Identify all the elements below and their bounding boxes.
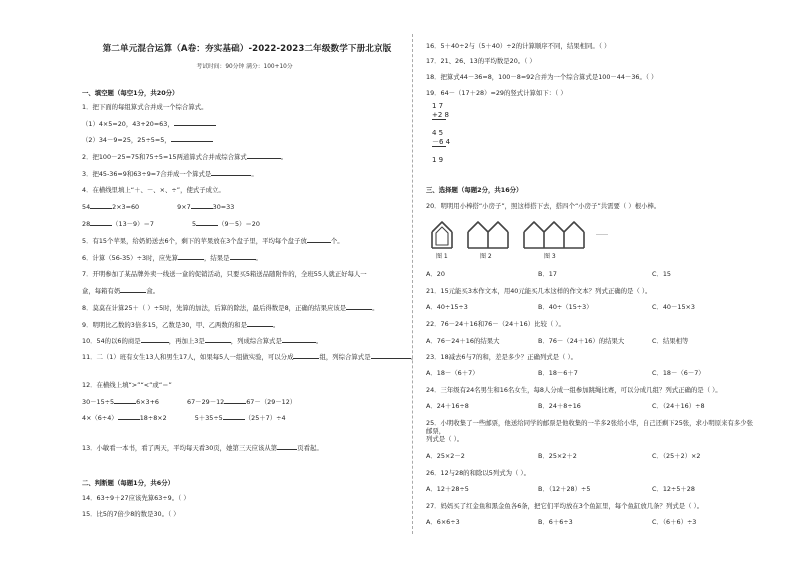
q27: 27．妈妈买了红金鱼和黑金鱼各6条，把它们平均放在3个鱼缸里，每个鱼缸放几条？列式是（ ）。 xyxy=(426,502,704,510)
q22-option-c: C．结果相等 xyxy=(652,337,689,345)
page-title: 第二单元混合运算（A卷：夯实基础）-2022-2023二年级数学下册北京版 xyxy=(102,44,392,54)
q22-option-b: B．76－（24＋16）的结果大 xyxy=(538,337,625,345)
q22: 22．76－24＋16和76－（24＋16）比较（ ）。 xyxy=(426,320,565,328)
q25-cont: 列式是（ ）。 xyxy=(426,435,464,443)
q5: 5．有15个苹果，给奶奶送去6个，剩下的苹果放在3个盘子里，平均每个盘子放 个。 xyxy=(82,237,344,245)
q6: 6．计算（56-35）÷3时，应先算 ，结果是 。 xyxy=(82,254,262,262)
house-fig1 xyxy=(432,222,452,248)
q4-row2: 28 （13－9）＝7 5 （9－5）＝20 xyxy=(82,220,260,228)
q11: 11．二（1）班有女生13人和男生17人，如果每5人一组做实验，可以分成 组，列综合算式是 。 xyxy=(82,353,417,361)
q26-option-b: B．（12＋28）÷5 xyxy=(538,485,591,493)
q12-row2: 4×（6÷4） 18÷8×2 5＋35÷5 （25＋7）÷4 xyxy=(82,414,286,422)
q21-option-b: B．40÷（15÷3） xyxy=(538,303,593,311)
q1-text: 1．把下面的每组算式合并成一个综合算式。 xyxy=(82,103,208,111)
column-divider xyxy=(412,34,413,534)
vert-rule-2 xyxy=(432,146,446,156)
stick-houses-figure xyxy=(428,218,628,268)
q8: 8．莫莫在计算25＋（ ）÷5时，先算的加法，后算的除法，最后得数是8，正确的结果应该是 。 xyxy=(82,304,379,312)
q26-option-c: C．12÷5＋28 xyxy=(652,485,695,493)
q9: 9．明明比乙数的3倍多15，乙数是30，甲、乙两数的和是 。 xyxy=(82,321,280,329)
q21: 21．15元能买3本作文本，用40元能买几本这样的作文本？列式正确的是（ ）。 xyxy=(426,287,652,295)
vert-line-4: －6 4 xyxy=(432,138,451,146)
houses-svg xyxy=(428,218,628,264)
q12: 12．在横线上填“>”“<”或“＝” xyxy=(82,381,172,389)
fig-label-1: 图 1 xyxy=(436,253,448,260)
section-fill-heading: 一、填空题（每空1分，共20分） xyxy=(82,89,179,97)
q23-option-b: B．18－6＋7 xyxy=(538,369,578,377)
q4: 4．在横线里填上“＋、－、×、÷”，使式子成立。 xyxy=(82,186,225,194)
q13: 13．小敏看一本书，看了两天，平均每天看30页，她第三天应该从第 页看起。 xyxy=(82,444,323,452)
section-judge-heading: 二、判断题（每题1分，共6分） xyxy=(82,479,174,487)
q25-option-a: A．25×2－2 xyxy=(426,452,465,460)
exam-info: 考试时间：90分钟 满分：100+10分 xyxy=(196,64,293,70)
fig-label-2: 图 2 xyxy=(480,253,492,260)
q24-option-c: C．（24＋16）÷8 xyxy=(652,402,705,410)
q27-option-a: A．6×6÷3 xyxy=(426,518,460,526)
fig-label-3: 图 3 xyxy=(544,253,556,260)
q22-option-a: A．76－24＋16的结果大 xyxy=(426,337,500,345)
q23: 23．18减去6与7的和，差是多少？正确列式是（ ）。 xyxy=(426,353,578,361)
q21-option-c: C．40－15×3 xyxy=(652,303,695,311)
section-choice-heading: 三、选择题（每题2分，共16分） xyxy=(426,186,523,194)
q2: 2．把100－25=75和75÷5=15两道算式合并成综合算式 。 xyxy=(82,153,288,161)
q4-row1: 54 2×3=60 9×7 30=33 xyxy=(82,203,235,211)
q15: 15．比5的7倍少8的数是30。（ ） xyxy=(82,510,180,518)
house-fig3 xyxy=(524,222,584,248)
q20: 20．明明用小棒搭“小房子”，照这样搭下去，搭四个“小房子”共需要（ ）根小棒。 xyxy=(426,202,661,210)
q23-option-a: A．18－（6＋7） xyxy=(426,369,479,377)
q21-option-a: A．40÷15÷3 xyxy=(426,303,468,311)
q23-option-c: C．18－（6－7） xyxy=(652,369,705,377)
q12-row1: 30－15÷5 6×3+6 67－29－12 67－（29－12） xyxy=(82,398,297,406)
q3: 3．把45-36=9和63÷9=7合并成一个算式是 。 xyxy=(82,170,258,178)
q7: 7．开明参加了某品牌外卖一线送一盒的促销活动，只要买5箱送品随附件的，全班55人就正好每人一 xyxy=(82,270,367,278)
house-fig1-inner xyxy=(436,227,448,245)
q24-option-b: B．24＋8÷16 xyxy=(538,402,581,410)
q14: 14．63÷9＋27应该先算63÷9。（ ） xyxy=(82,494,190,502)
fig-ellipsis: …… xyxy=(596,230,608,237)
vert-rule-1 xyxy=(432,119,446,129)
q25-option-b: B．25×2＋2 xyxy=(538,452,577,460)
q20-option-c: C．15 xyxy=(652,270,671,278)
vert-line-1: 1 7 xyxy=(432,102,444,110)
vert-line-2: +2 8 xyxy=(432,111,449,119)
q20-option-a: A．20 xyxy=(426,270,445,278)
vertical-calculation xyxy=(432,102,450,165)
q16: 16．5＋40÷2与（5＋40）÷2的计算顺序不同，结果相同。（ ） xyxy=(426,42,611,50)
q17: 17．21、26、13的平均数是20。（ ） xyxy=(426,57,536,65)
q27-option-b: B．6＋6÷3 xyxy=(538,518,573,526)
q10: 10．54的以6的商是 ，再加上3是 ，列成综合算式是 。 xyxy=(82,337,323,345)
vert-line-3: 4 5 xyxy=(432,129,444,137)
q7-cont: 盒，每箱有奶 盒。 xyxy=(82,287,160,295)
q20-option-b: B．17 xyxy=(538,270,557,278)
q26: 26．12与28的和除以5列式为（ ）。 xyxy=(426,469,530,477)
q25-option-c: C．（25＋2）×2 xyxy=(652,452,701,460)
q26-option-a: A．12＋28÷5 xyxy=(426,485,469,493)
q24: 24．三年级有24名男生和16名女生，每8人分成一组参加跳绳比赛，可以分成几组？列式正确的是（ ）。 xyxy=(426,386,722,394)
q24-option-a: A．24＋16÷8 xyxy=(426,402,469,410)
q27-option-c: C．（6＋6）÷3 xyxy=(652,518,697,526)
q25: 25．小明收集了一些邮票，他送给同学的邮票是他收集的一半多2张给小华，自己还剩下25张，求小明原来有多少张邮票， xyxy=(426,419,754,435)
q18: 18．把算式44－36=8，100－8=92合并为一个综合算式是100－44－36。（ ） xyxy=(426,73,658,81)
q19: 19．64－（17＋28）=29的竖式计算如下：（ ） xyxy=(426,89,567,97)
q1-1: （1）4×5=20，43+20=63， xyxy=(82,119,216,128)
house-fig2 xyxy=(468,222,508,248)
q1-2: （2）34－9=25，25÷5=5， xyxy=(82,135,213,144)
vert-line-5: 1 9 xyxy=(432,156,444,164)
